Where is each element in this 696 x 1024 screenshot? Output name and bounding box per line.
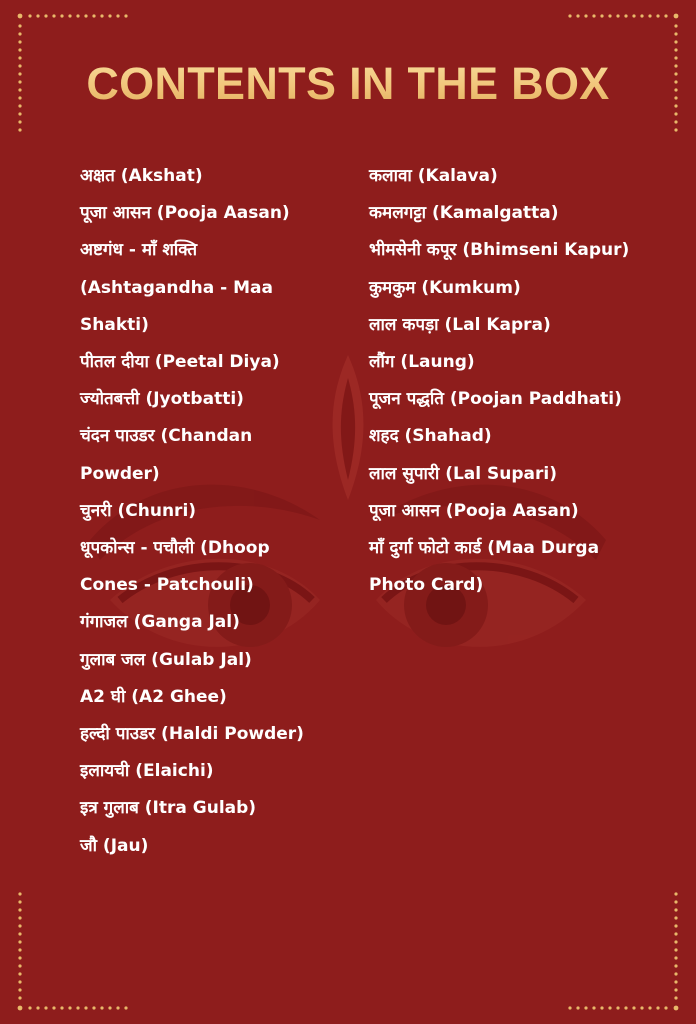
list-item: इलायची (Elaichi) xyxy=(80,761,214,782)
corner-ornament-bottom-left xyxy=(0,884,140,1024)
list-item: Photo Card) xyxy=(369,575,484,596)
list-item: गुलाब जल (Gulab Jal) xyxy=(80,649,252,670)
list-item: (Ashtagandha - Maa xyxy=(80,277,273,298)
list-item: कुमकुम (Kumkum) xyxy=(369,277,521,298)
list-item: इत्र गुलाब (Itra Gulab) xyxy=(80,798,257,819)
list-item: माँ दुर्गा फोटो कार्ड (Maa Durga xyxy=(369,538,600,559)
list-item: पूजा आसन (Pooja Aasan) xyxy=(80,203,290,224)
list-item: Powder) xyxy=(80,463,160,484)
contents-list-right xyxy=(369,158,669,604)
list-item: ज्योतबत्ती (Jyotbatti) xyxy=(80,389,244,410)
list-item: पीतल दीया (Peetal Diya) xyxy=(80,352,280,373)
list-item: गंगाजल (Ganga Jal) xyxy=(80,612,240,633)
list-item: शहद (Shahad) xyxy=(369,426,492,447)
list-item: लाल सुपारी (Lal Supari) xyxy=(369,463,557,484)
list-item: A2 घी (A2 Ghee) xyxy=(80,686,227,707)
list-item: कमलगट्टा (Kamalgatta) xyxy=(369,203,559,224)
list-item: चुनरी (Chunri) xyxy=(80,500,197,521)
list-item: अष्टगंध - माँ शक्ति xyxy=(80,240,198,261)
list-item: चंदन पाउडर (Chandan xyxy=(80,426,253,447)
list-item: लौंग (Laung) xyxy=(369,352,475,373)
list-item: धूपकोन्स - पचौली (Dhoop xyxy=(80,538,270,559)
list-item: जौ (Jau) xyxy=(80,835,149,856)
list-item: अक्षत (Akshat) xyxy=(80,166,203,186)
list-item: Shakti) xyxy=(80,314,149,335)
list-item: भीमसेनी कपूर (Bhimseni Kapur) xyxy=(369,240,630,261)
list-item: पूजा आसन (Pooja Aasan) xyxy=(369,500,579,521)
page-title: CONTENTS IN THE BOX xyxy=(0,58,696,110)
list-item: कलावा (Kalava) xyxy=(369,166,498,186)
list-item: हल्दी पाउडर (Haldi Powder) xyxy=(80,724,304,745)
list-item: Cones - Patchouli) xyxy=(80,575,254,596)
list-item: लाल कपड़ा (Lal Kapra) xyxy=(369,314,551,335)
corner-ornament-bottom-right xyxy=(556,884,696,1024)
contents-list-left xyxy=(80,158,355,865)
list-item: पूजन पद्धति (Poojan Paddhati) xyxy=(369,389,622,410)
